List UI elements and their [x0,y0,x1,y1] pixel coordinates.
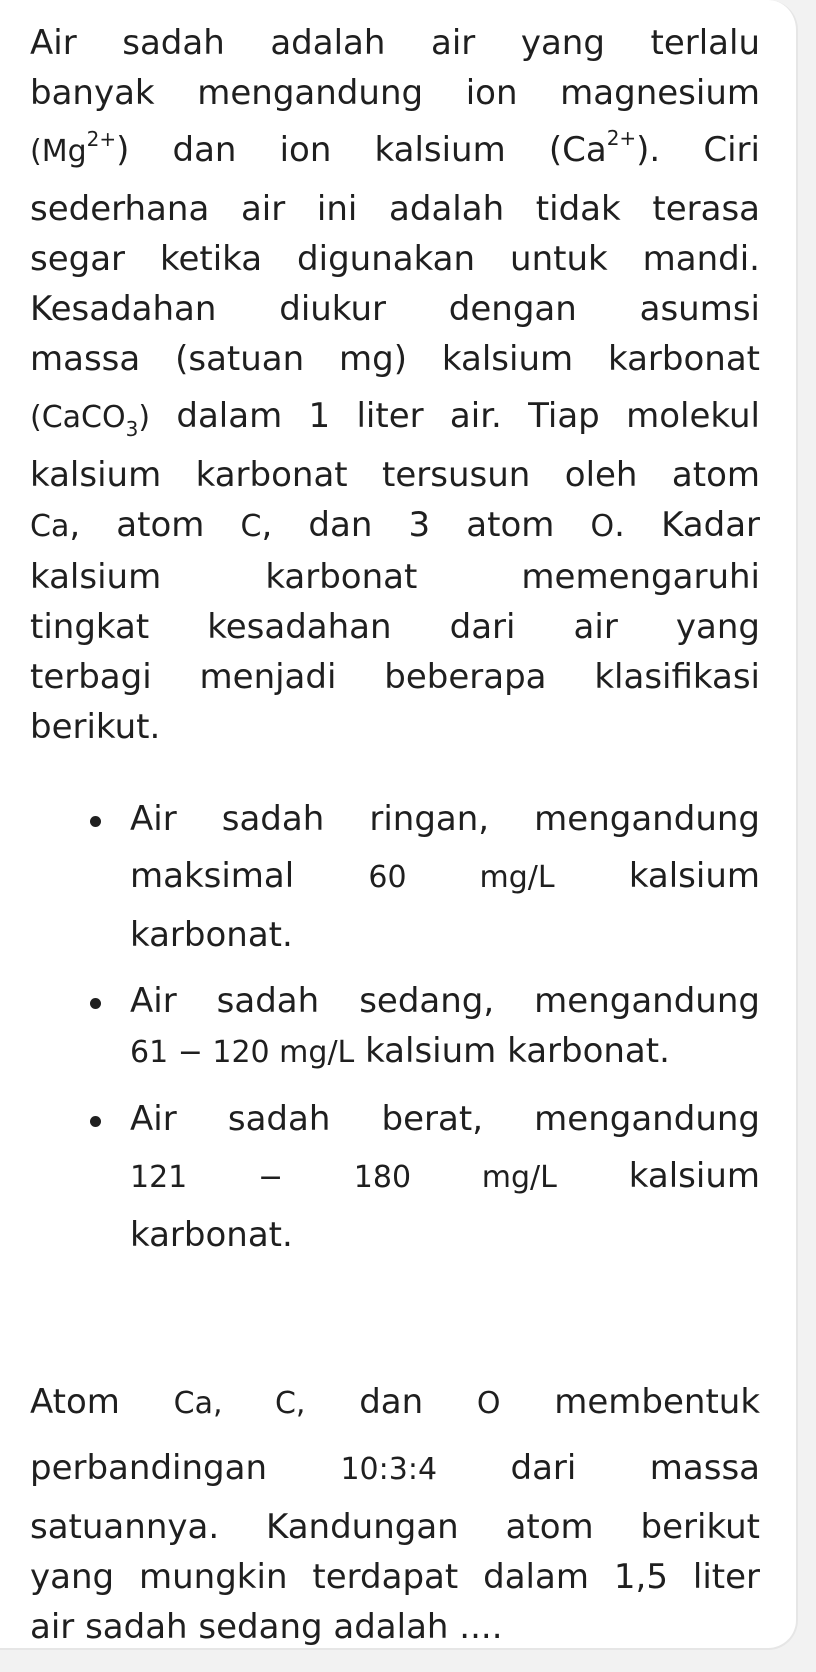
calcium-carbonate-formula: (CaCO$_3$) [30,400,151,441]
text-line: berikut. [30,707,161,747]
text-line: tingkat kesadahan dari air yang [30,607,760,647]
text-line: Air sadah adalah air yang terlalu [30,23,760,63]
text-line: massa (satuan mg) kalsium karbonat [30,339,760,379]
list-item: Air sadah ringan, mengandung maksimal 60 mg/L kalsium karbonat. [30,794,760,960]
intro-paragraph [30,18,760,752]
text-line: kalsium karbonat tersusun oleh atom [30,455,760,495]
problem-text [30,18,760,1652]
text-line: segar ketika digunakan untuk mandi. [30,239,760,279]
text-line: perbandingan 10:3:4 dari massa [30,1448,761,1488]
text-line: banyak mengandung ion magnesium [30,73,760,113]
question-paragraph [30,1370,760,1652]
text-line: air sadah sedang adalah .... [30,1607,503,1647]
magnesium-ion: ($Mg^{2+}$ [30,127,117,169]
text-line: kalsium karbonat memengaruhi [30,557,760,597]
hardness-classification-list [30,794,760,1260]
text-line: Kesadahan diukur dengan asumsi [30,289,760,329]
text-line: (CaCO$_3$) dalam 1 liter air. Tiap molekul [30,396,760,441]
text-line: Ca, atom C, dan 3 atom O. Kadar [30,505,761,545]
text-line: satuannya. Kandungan atom berikut [30,1507,760,1547]
text-line: yang mungkin terdapat dalam 1,5 liter [30,1557,760,1597]
list-item: Air sadah sedang, mengandung 61 − 120 mg/L kalsium karbonat. [30,976,760,1078]
text-line: terbagi menjadi beberapa klasifikasi [30,657,760,697]
list-item: Air sadah berat, mengandung 121 − 180 mg/L kalsium karbonat. [30,1094,760,1260]
text-line: $(Mg^{2+})$ dan ion kalsium $(Ca^{2+})$. Ciri [30,125,760,170]
text-line: Atom Ca, C, dan O membentuk [30,1382,761,1422]
text-line: sederhana air ini adalah tidak terasa [30,189,760,229]
